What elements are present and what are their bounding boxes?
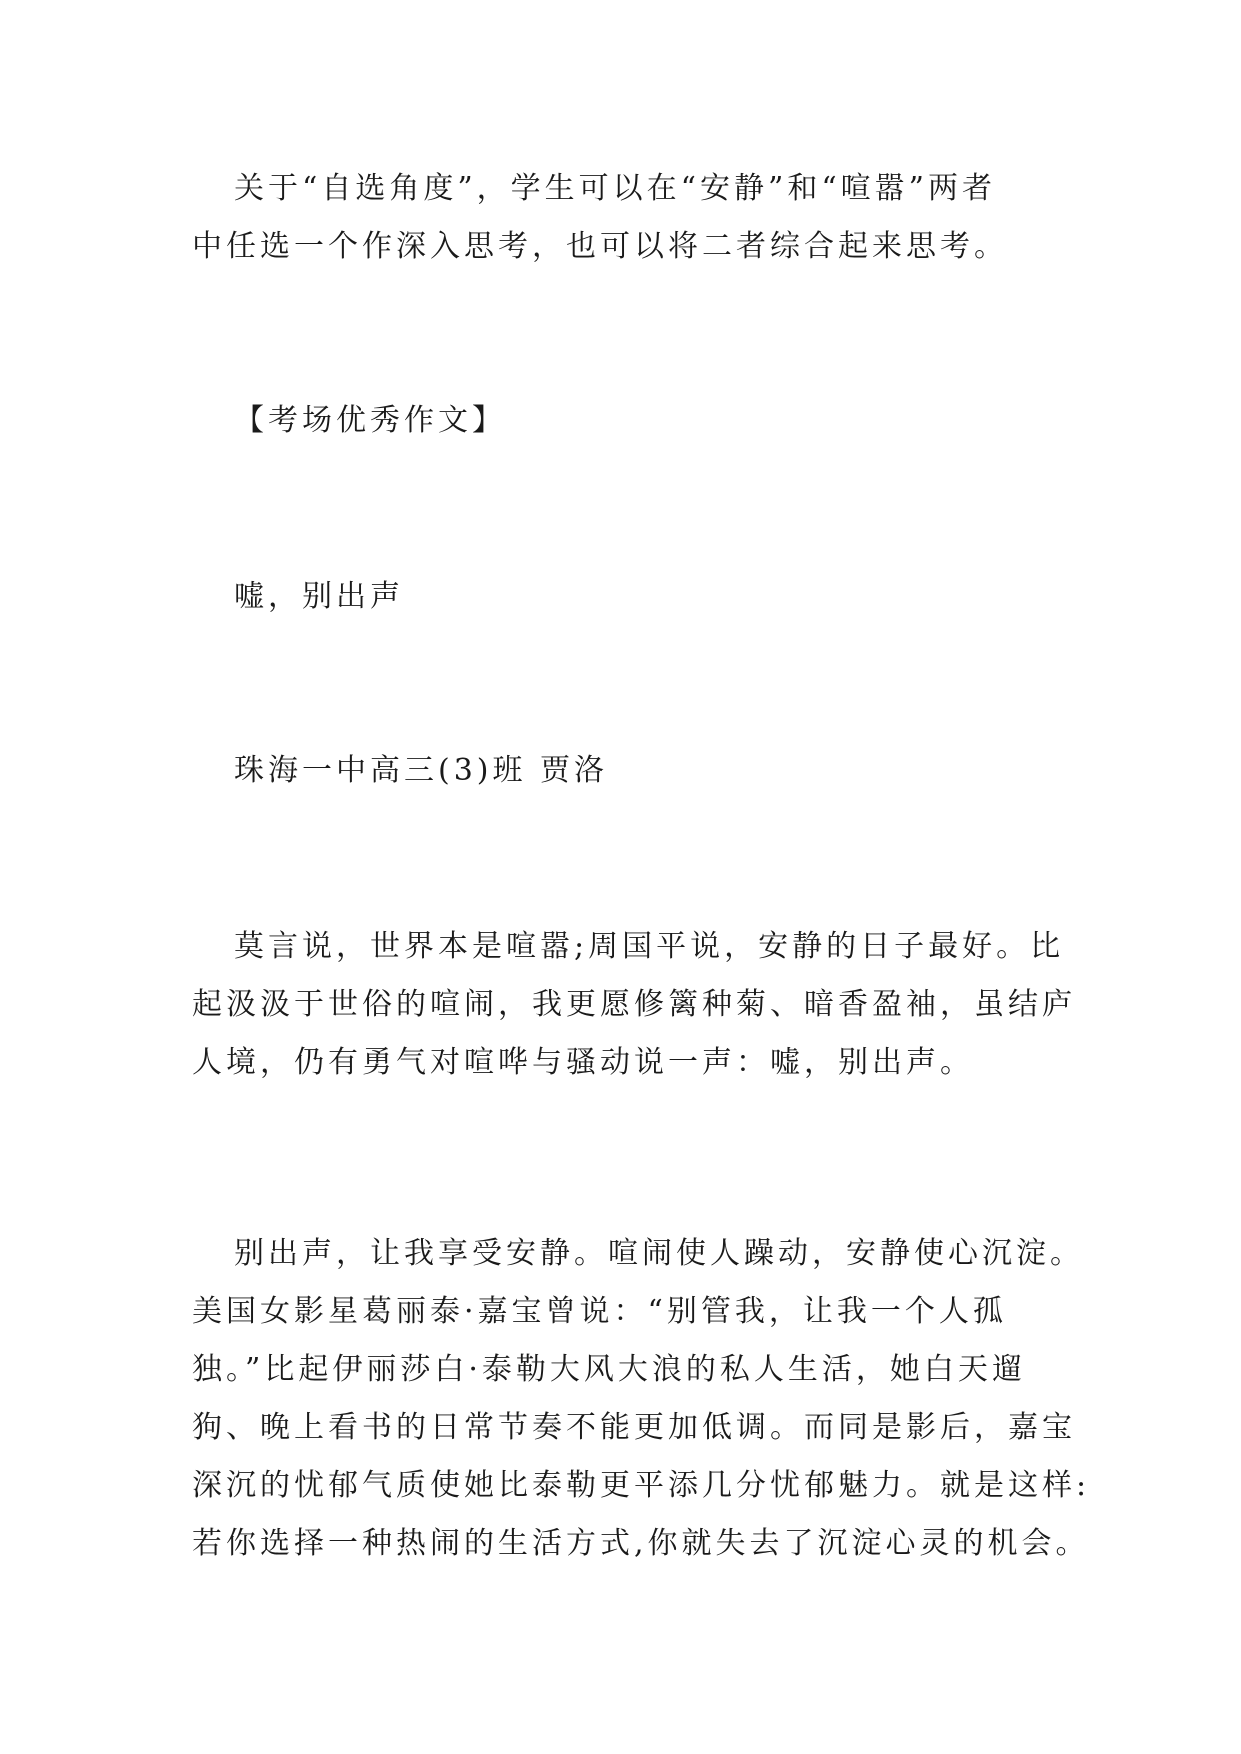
- text-line: 深沉的忧郁气质使她比泰勒更平添几分忧郁魅力。就是这样:: [192, 1468, 1091, 1503]
- section-heading-text: 【考场优秀作文】: [234, 403, 506, 438]
- text-line: 别出声，让我享受安静。喧闹使人躁动，安静使心沉淀。: [234, 1236, 1084, 1271]
- section-heading: [192, 392, 1072, 450]
- essay-paragraph-2: [192, 1225, 1091, 1573]
- text-line: 莫言说，世界本是喧嚣;周国平说，安静的日子最好。比: [234, 929, 1065, 964]
- essay-title: [192, 568, 1072, 626]
- essay-author-text: 珠海一中高三(3)班 贾洛: [234, 753, 609, 788]
- text-line: 关于“自选角度”，学生可以在“安静”和“喧嚣”两者: [234, 171, 997, 206]
- essay-title-text: 嘘，别出声: [234, 579, 404, 614]
- text-line: 狗、晚上看书的日常节奏不能更加低调。而同是影后，嘉宝: [192, 1410, 1076, 1445]
- essay-author: [192, 742, 1072, 800]
- text-line: 若你选择一种热闹的生活方式,你就失去了沉淀心灵的机会。: [192, 1526, 1090, 1561]
- intro-paragraph: [192, 160, 1072, 276]
- text-line: 起汲汲于世俗的喧闹，我更愿修篱种菊、暗香盈袖，虽结庐: [192, 987, 1076, 1022]
- essay-paragraph-1: [192, 918, 1076, 1092]
- text-line: 中任选一个作深入思考，也可以将二者综合起来思考。: [192, 229, 1008, 264]
- text-line: 人境，仍有勇气对喧哗与骚动说一声：嘘，别出声。: [192, 1045, 974, 1080]
- text-line: 美国女影星葛丽泰·嘉宝曾说：“别管我，让我一个人孤: [192, 1294, 1007, 1329]
- text-line: 独。”比起伊丽莎白·泰勒大风大浪的私人生活，她白天遛: [192, 1352, 1026, 1387]
